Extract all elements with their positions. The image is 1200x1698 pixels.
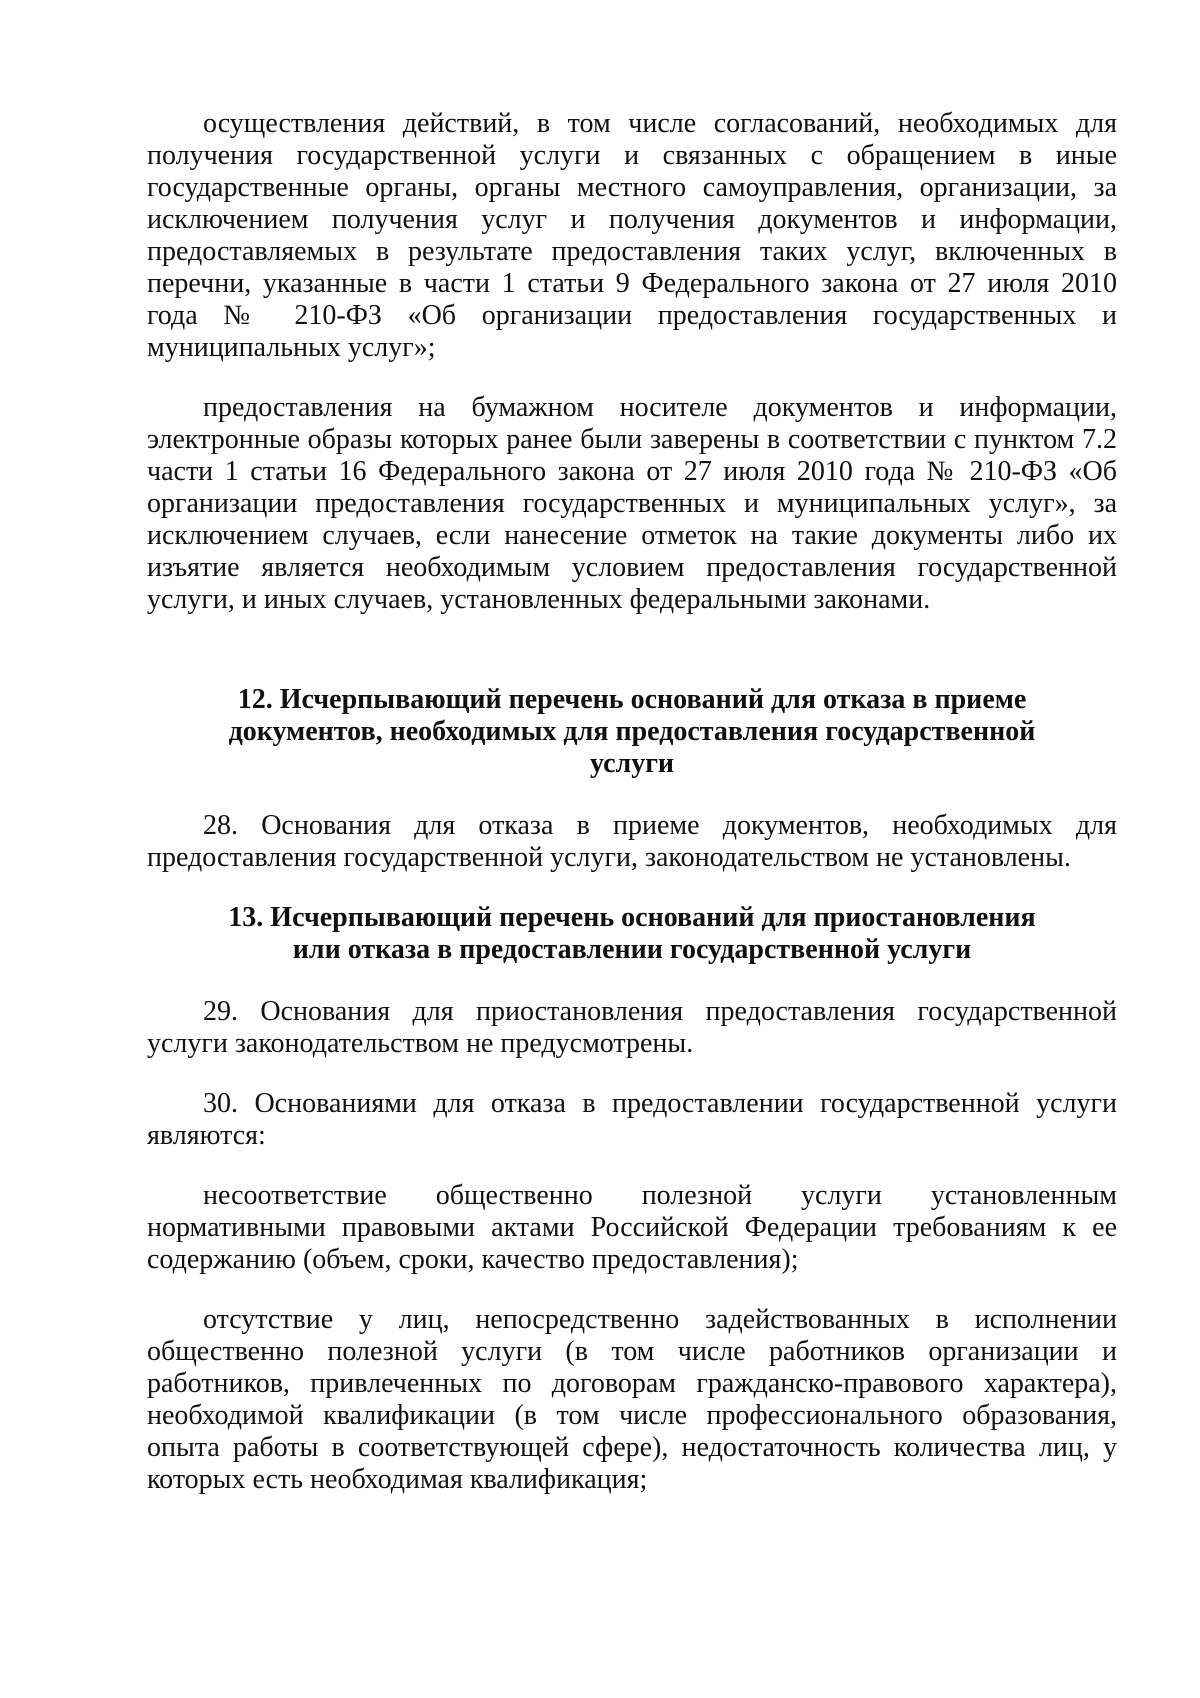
section-13-heading: [147, 902, 1117, 966]
section-12-heading-line-2: документов, необходимых для предоставления государственной: [228, 716, 1036, 747]
section-12-heading-line-1: 12. Исчерпывающий перечень оснований для отказа в приеме: [237, 684, 1027, 715]
section-12-heading-line-3: услуги: [589, 748, 675, 779]
paragraph-30-item-1: несоответствие общественно полезной услуги установленным нормативными правовыми актами Российской Федерации требованиям к ее содержанию (объем, сроки, качество предоставления);: [147, 1180, 1117, 1275]
paragraph-30-item-2: отсутствие у лиц, непосредственно задействованных в исполнении общественно полезной услуги (в том числе работников организации и работников, привлеченных по договорам гражданско-правового характера), необходимой квалификации (в том числе профессионального образования, опыта работы в соответствующей сфере), недостаточность количества лиц, у которых есть необходимая квалификация;: [147, 1304, 1117, 1495]
paragraph-28: 28. Основания для отказа в приеме документов, необходимых для предоставления государственной услуги, законодательством не установлены.: [147, 810, 1117, 873]
paragraph-30: 30. Основаниями для отказа в предоставлении государственной услуги являются:: [147, 1088, 1117, 1151]
paragraph-intro-1: осуществления действий, в том числе согласований, необходимых для получения государственной услуги и связанных с обращением в иные государственные органы, органы местного самоуправления, организации, за исключением получения услуг и получения документов и информации, предоставляемых в результате предоставления таких услуг, включенных в перечни, указанные в части 1 статьи 9 Федерального закона от 27 июля 2010 года № 210-ФЗ «Об организации предоставления государственных и муниципальных услуг»;: [147, 108, 1117, 363]
paragraph-intro-2: предоставления на бумажном носителе документов и информации, электронные образы которых ранее были заверены в соответствии с пунктом 7.2 части 1 статьи 16 Федерального закона от 27 июля 2010 года № 210-ФЗ «Об организации предоставления государственных и муниципальных услуг», за исключением случаев, если нанесение отметок на такие документы либо их изъятие является необходимым условием предоставления государственной услуги, и иных случаев, установленных федеральными законами.: [147, 392, 1117, 615]
paragraph-29: 29. Основания для приостановления предоставления государственной услуги законодательством не предусмотрены.: [147, 996, 1117, 1059]
section-13-heading-line-1: 13. Исчерпывающий перечень оснований для приостановления: [228, 902, 1036, 933]
section-12-heading: [147, 684, 1117, 780]
section-13-heading-line-2: или отказа в предоставлении государственной услуги: [292, 934, 972, 965]
document-page: [147, 108, 1117, 1524]
